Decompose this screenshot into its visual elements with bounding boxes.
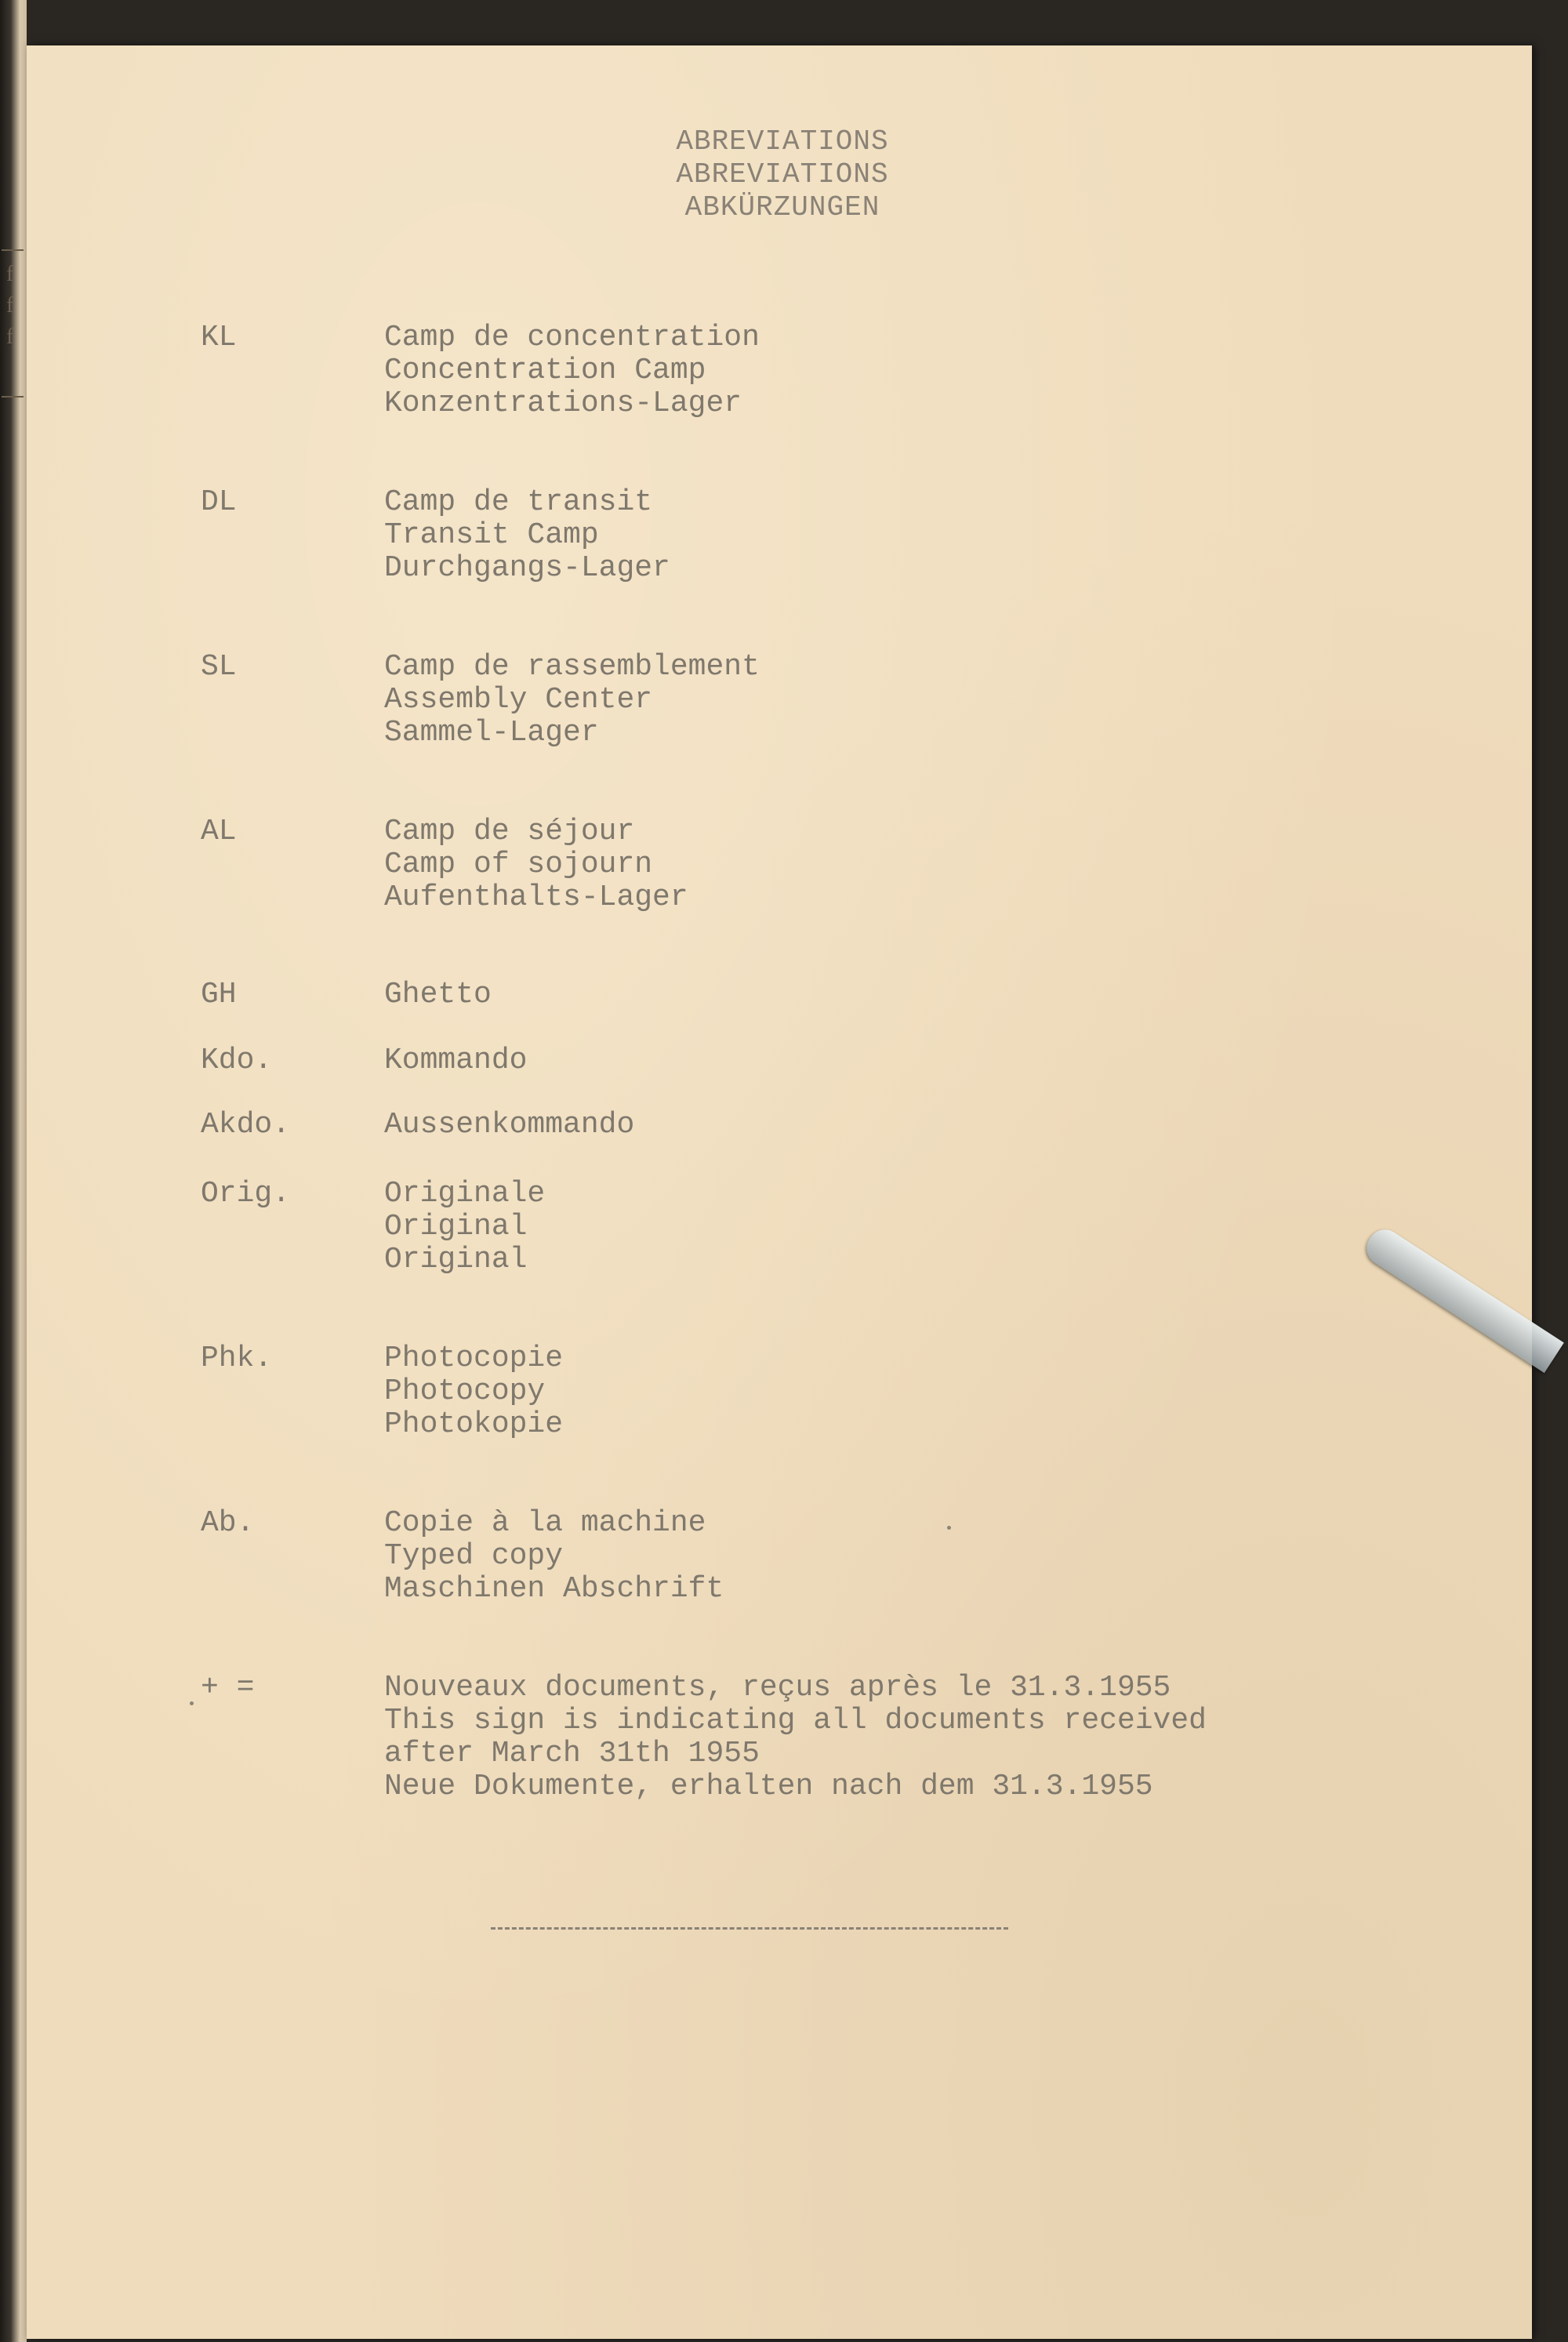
- definition-french: Camp de transit: [384, 485, 653, 519]
- definition-french: Photocopie: [384, 1342, 564, 1375]
- margin-rule: [2, 249, 24, 251]
- abbreviation-code: DL: [201, 485, 237, 519]
- abbreviation-definitions: [384, 651, 760, 750]
- definition-english-continued: after March 31th 1955: [384, 1737, 760, 1770]
- page-title: [618, 125, 947, 224]
- adjacent-page-edge: [0, 0, 27, 2342]
- abbreviation-code: + =: [201, 1671, 255, 1705]
- definition-french: Copie à la machine: [384, 1506, 706, 1540]
- definition-german: Konzentrations-Lager: [384, 387, 742, 420]
- definition-german: Original: [384, 1243, 528, 1276]
- dashed-separator: [491, 1927, 1008, 1930]
- abbreviation-definitions: [384, 1178, 545, 1276]
- definition-english: Transit Camp: [384, 518, 599, 552]
- definition-french: Nouveaux documents, reçus après le 31.3.1955: [384, 1671, 1171, 1705]
- definition-french: Camp de séjour: [384, 815, 635, 848]
- definition-english: Photocopy: [384, 1374, 546, 1408]
- definition-german: Photokopie: [384, 1407, 564, 1441]
- abbreviation-code: Orig.: [201, 1177, 291, 1211]
- document-page: [27, 45, 1532, 2339]
- margin-rule: [2, 396, 24, 398]
- definition-english: Typed copy: [384, 1539, 564, 1573]
- definition-english: Concentration Camp: [384, 354, 706, 387]
- abbreviation-definitions: [384, 1342, 563, 1441]
- abbreviation-definitions: [384, 1109, 634, 1142]
- abbreviation-definitions: [384, 1507, 724, 1606]
- abbreviation-definitions: [384, 321, 760, 420]
- definition-english: This sign is indicating all documents received: [384, 1704, 1207, 1737]
- definition-german: Sammel-Lager: [384, 716, 599, 750]
- abbreviation-definitions: [384, 1044, 527, 1077]
- abbreviation-code: Phk.: [201, 1342, 273, 1375]
- title-french: ABREVIATIONS: [676, 125, 889, 158]
- stray-ink-dot: [190, 1701, 194, 1705]
- definition-english: Original: [384, 1210, 528, 1244]
- abbreviation-definitions: [384, 1672, 1207, 1803]
- definition: Aussenkommando: [384, 1108, 635, 1142]
- title-german: ABKÜRZUNGEN: [684, 191, 880, 223]
- definition-german: Aufenthalts-Lager: [384, 881, 688, 914]
- margin-mark: f: [6, 325, 14, 349]
- abbreviation-code: Kdo.: [201, 1044, 273, 1077]
- abbreviation-code: KL: [201, 321, 237, 354]
- definition-german: Durchgangs-Lager: [384, 551, 670, 585]
- definition-french: Camp de rassemblement: [384, 650, 760, 684]
- title-english: ABREVIATIONS: [676, 158, 889, 191]
- abbreviation-code: SL: [201, 650, 237, 684]
- definition-english: Assembly Center: [384, 683, 653, 717]
- stray-ink-dot: [947, 1526, 951, 1530]
- abbreviation-code: GH: [201, 978, 237, 1011]
- abbreviation-code: Ab.: [201, 1506, 255, 1540]
- definition-german: Neue Dokumente, erhalten nach dem 31.3.1955: [384, 1770, 1153, 1803]
- definition-french: Originale: [384, 1177, 546, 1211]
- definition-german: Maschinen Abschrift: [384, 1572, 724, 1606]
- margin-mark: f: [6, 293, 14, 318]
- abbreviation-definitions: [384, 979, 492, 1011]
- definition: Kommando: [384, 1044, 528, 1077]
- definition-french: Camp de concentration: [384, 321, 760, 354]
- definition: Ghetto: [384, 978, 492, 1011]
- abbreviation-definitions: [384, 486, 670, 585]
- abbreviation-definitions: [384, 815, 688, 914]
- definition-english: Camp of sojourn: [384, 848, 653, 881]
- abbreviation-code: Akdo.: [201, 1108, 291, 1142]
- margin-marks: [6, 259, 22, 353]
- abbreviation-code: AL: [201, 815, 237, 848]
- margin-mark: f: [6, 262, 14, 286]
